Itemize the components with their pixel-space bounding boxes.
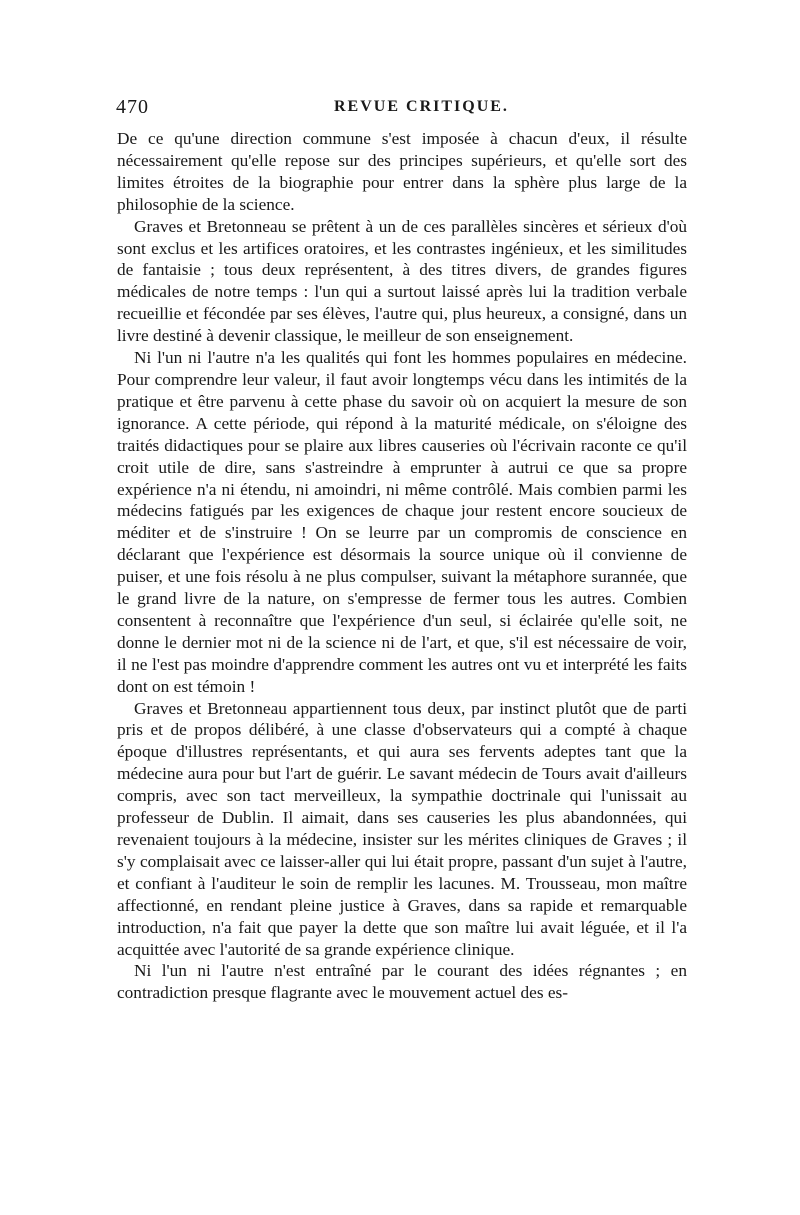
paragraph-1: De ce qu'une direction commune s'est imposée à chacun d'eux, il résulte nécessairement qu'elle repose sur des principes supérieurs, et qu'elle sort des limites étroites de la biographie pour entrer dans la sphère plus large de la philosophie de la science. <box>117 129 687 214</box>
paragraph-3: Ni l'un ni l'autre n'a les qualités qui font les hommes populaires en médecine. Pour comprendre leur valeur, il faut avoir longtemps vécu dans les intimités de la pratique et être parvenu à cette phase du savoir où on acquiert la mesure de son ignorance. A cette période, qui répond à la maturité médicale, on s'éloigne des traités didactiques pour se plaire aux libres causeries où l'écrivain raconte ce qu'il croit utile de dire, sans s'astreindre à emprunter à autrui ce que sa propre expérience n'a ni étendu, ni amoindri, ni même contrôlé. Mais combien parmi les médecins fatigués par les exigences de chaque jour restent encore soucieux de méditer et de s'instruire ! On se leurre par un compromis de conscience en déclarant que l'expérience est désormais la source unique où il convienne de puiser, et une fois résolu à ne plus compulser, suivant la métaphore surannée, que le grand livre de la nature, on s'empresse de fermer tous les autres. Combien consentent à reconnaître que l'expérience d'un seul, si éclairée qu'elle soit, ne donne le dernier mot ni de la science ni de l'art, et que, s'il est nécessaire de voir, il ne l'est pas moindre d'apprendre comment les autres ont vu et interprété les faits dont on est témoin ! <box>117 348 687 696</box>
running-header <box>116 96 686 126</box>
body-text <box>117 128 687 1004</box>
paragraph-2: Graves et Bretonneau se prêtent à un de ces parallèles sincères et sérieux d'où sont exclus et les artifices oratoires, et les contrastes ingénieux, et les similitudes de fantaisie ; tous deux représentent, à des titres divers, de grandes figures médicales de notre temps : l'un qui a surtout laissé après lui la tradition verbale recueillie et fécondée par ses élèves, l'autre qui, plus heureux, a consigné, dans un livre destiné à devenir classique, le meilleur de son enseignement. <box>117 216 687 346</box>
paragraph-5: Ni l'un ni l'autre n'est entraîné par le courant des idées régnantes ; en contradiction presque flagrante avec le mouvement actuel des es- <box>117 961 687 1003</box>
paragraph-4: Graves et Bretonneau appartiennent tous deux, par instinct plutôt que de parti pris et de propos délibéré, à une classe d'observateurs qui a compté à chaque époque d'illustres représentants, et qui aura ses fervents adeptes tant que la médecine aura pour but l'art de guérir. Le savant médecin de Tours avait d'ailleurs compris, avec son tact merveilleux, la sympathie doctrinale qui l'unissait au professeur de Dublin. Il aimait, dans ses causeries les plus abandonnées, qui revenaient toujours à la médecine, insister sur les mérites cliniques de Graves ; il s'y complaisait avec ce laisser-aller qui lui était propre, passant d'un sujet à l'autre, et confiant à l'auditeur le soin de remplir les lacunes. M. Trousseau, mon maître affectionné, en rendant pleine justice à Graves, dans sa rapide et remarquable introduction, n'a fait que payer la dette que son maître lui avait léguée, et il l'a acquittée avec l'autorité de sa grande expérience clinique. <box>117 698 687 959</box>
running-title: REVUE CRITIQUE. <box>334 98 509 115</box>
page-number: 470 <box>116 96 149 118</box>
